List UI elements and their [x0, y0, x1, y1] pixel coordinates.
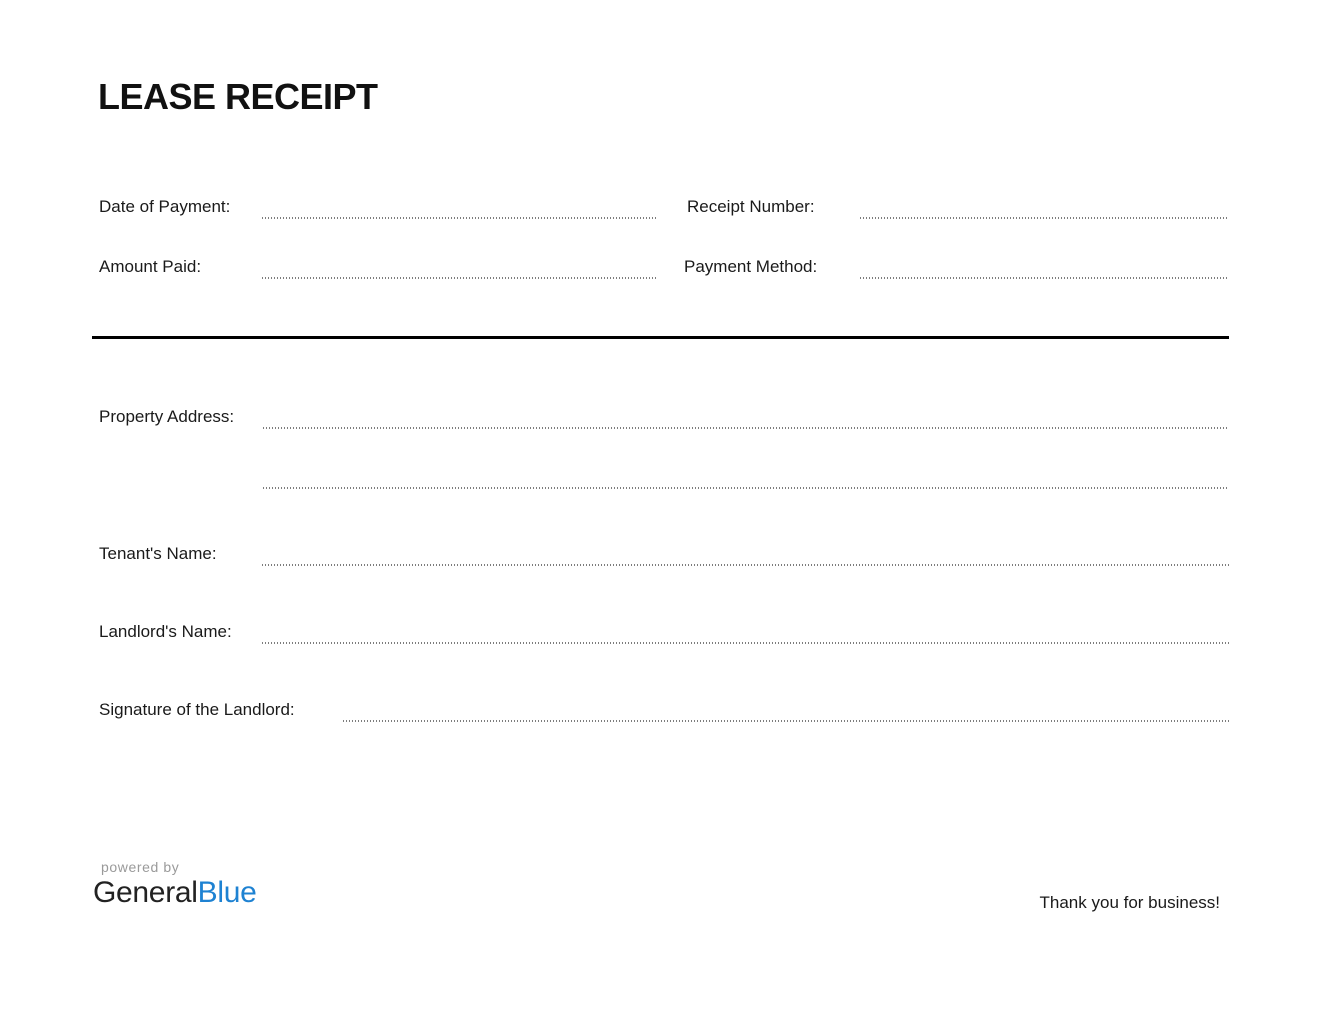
payment-method-fill-line[interactable]: [860, 277, 1229, 279]
property-address-fill-line-2[interactable]: [263, 487, 1229, 489]
amount-paid-fill-line[interactable]: [262, 277, 656, 279]
tenants-name-label: Tenant's Name:: [99, 544, 217, 563]
date-of-payment-fill-line[interactable]: [262, 217, 656, 219]
tenants-name-fill-line[interactable]: [262, 564, 1229, 566]
receipt-number-label: Receipt Number:: [687, 197, 815, 216]
property-address-fill-line-1[interactable]: [263, 427, 1229, 429]
brand-general-text: General: [93, 876, 198, 909]
date-of-payment-label: Date of Payment:: [99, 197, 231, 216]
landlord-signature-label: Signature of the Landlord:: [99, 700, 295, 719]
property-address-label: Property Address:: [99, 407, 235, 426]
landlord-signature-fill-line[interactable]: [343, 720, 1229, 722]
payment-method-label: Payment Method:: [684, 257, 818, 276]
document-title: LEASE RECEIPT: [98, 76, 378, 117]
thank-you-text: Thank you for business!: [1039, 893, 1220, 912]
landlords-name-label: Landlord's Name:: [99, 622, 232, 641]
general-blue-logo: [93, 876, 257, 910]
powered-by-text: powered by: [101, 859, 180, 875]
brand-blue-text: Blue: [197, 876, 257, 909]
section-divider: [92, 336, 1229, 339]
landlords-name-fill-line[interactable]: [262, 642, 1229, 644]
receipt-number-fill-line[interactable]: [860, 217, 1229, 219]
amount-paid-label: Amount Paid:: [99, 257, 202, 276]
